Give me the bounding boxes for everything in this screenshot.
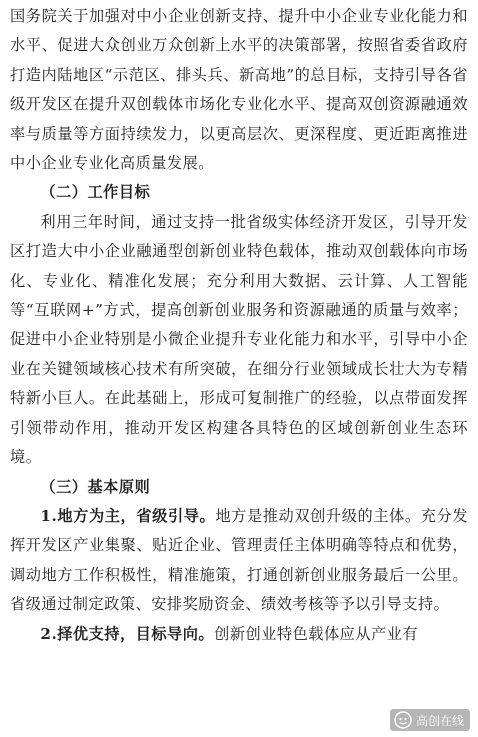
- heading-basic-principles: （三）基本原则: [40, 477, 151, 496]
- principle-1-title: 1.地方为主，省级引导。: [40, 506, 216, 525]
- paragraph-principle-2: [10, 620, 468, 649]
- principle-2-body: 创新创业特色载体应从产业有: [214, 624, 419, 643]
- heading-work-goals: （二）工作目标: [40, 183, 151, 202]
- paragraph-principle-1: [10, 502, 468, 620]
- wechat-icon: [394, 711, 412, 729]
- source-watermark: [390, 709, 470, 731]
- principle-2-title: 2.择优支持，目标导向。: [40, 624, 215, 643]
- paragraph-work-goals: 利用三年时间，通过支持一批省级实体经济开发区，引导开发区打造大中小企业融通型创新创业特色载体，推动双创载体向市场化、专业化、精准化发展；充分利用大数据、云计算、人工智能等“互联网+”方式，提高创新创业服务和资源融通的质量与效率；促进中小企业特别是小微企业提升专业化能力和水平，引导中小企业在关键领域核心技术有所突破，在细分行业领域成长壮大为专精特新小巨人。在此基础上，形成可复制推广的经验，以点带面发挥引领带动作用，推动开发区构建各具特色的区域创新创业生态环境。: [10, 212, 468, 467]
- watermark-text: 高创在线: [415, 713, 464, 728]
- paragraph-intro: 国务院关于加强对中小企业创新支持、提升中小企业专业化能力和水平、促进大众创业万众创新上水平的决策部署，按照省委省政府打造内陆地区“示范区、排头兵、新高地”的总目标，支持引导各省级开发区在提升双创载体市场化专业化水平、提高双创资源融通效率与质量等方面持续发力，以更高层次、更深程度、更近距离推进中小企业专业化高质量发展。: [10, 7, 468, 173]
- principle-1-body: 地方是推动双创升级的主体。充分发挥开发区产业集聚、贴近企业、管理责任主体明确等特点和优势，调动地方工作积极性，精准施策，打通创新创业服务最后一公里。省级通过制定政策、安排奖励资金、绩效考核等予以引导支持。: [10, 506, 469, 614]
